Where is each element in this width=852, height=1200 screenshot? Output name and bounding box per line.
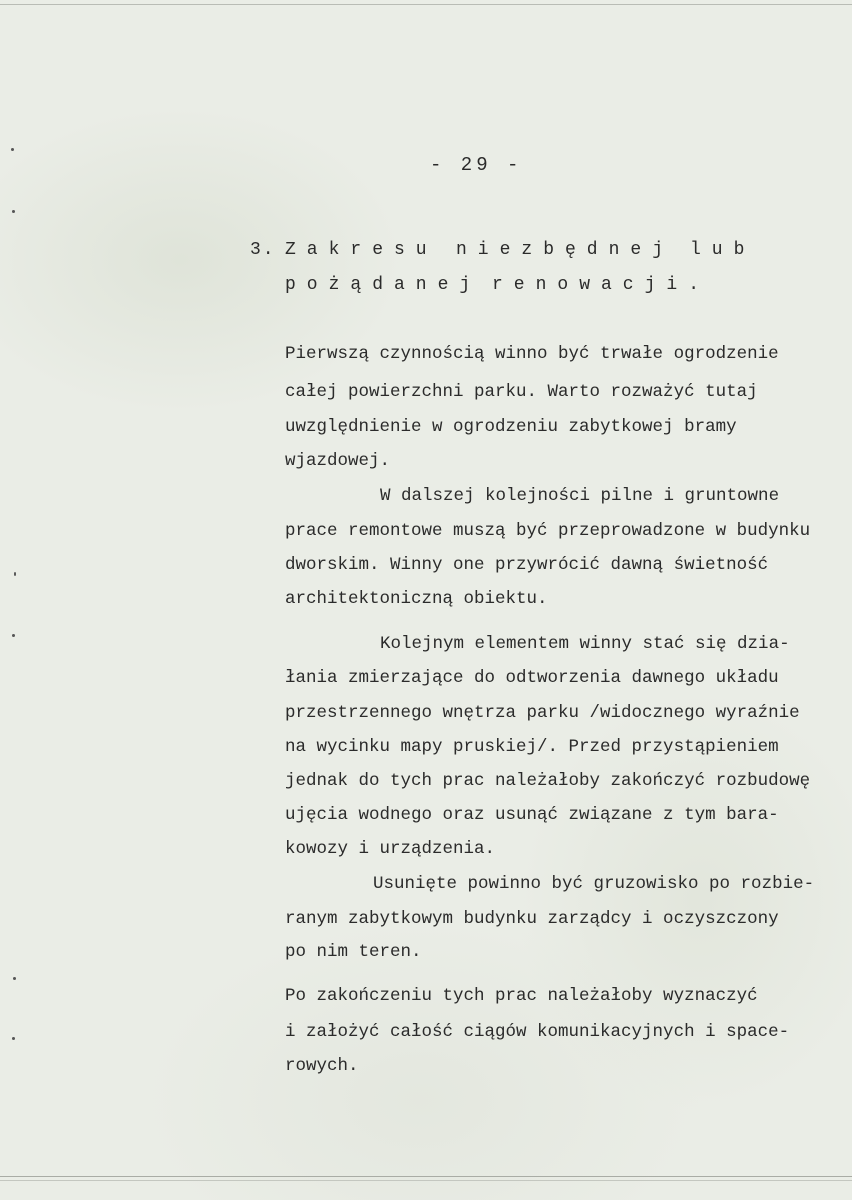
text-line: całej powierzchni parku. Warto rozważyć tutaj [285,382,758,402]
text-line: i założyć całość ciągów komunikacyjnych i space- [285,1022,790,1042]
heading-number: 3. [250,240,276,260]
margin-mark [11,148,14,151]
text-line: ranym zabytkowym budynku zarządcy i oczyszczony [285,909,779,929]
text-line: rowych. [285,1056,359,1076]
heading-word: niezbędnej [456,240,675,260]
text-line: kowozy i urządzenia. [285,839,496,859]
text-line: ujęcia wodnego oraz usunąć związane z tym bara- [285,805,779,825]
margin-mark [12,634,15,637]
text-line: wjazdowej. [285,451,391,471]
text-line: W dalszej kolejności pilne i gruntowne [380,486,780,506]
text-line: Kolejnym elementem winny stać się dzia- [380,634,790,654]
text-line: Pierwszą czynnością winno być trwałe ogrodzenie [285,344,779,364]
margin-mark [12,1037,15,1040]
text-line: na wycinku mapy pruskiej/. Przed przystąpieniem [285,737,779,757]
bottom-edge-line-secondary [0,1180,852,1181]
heading-word: renowacji. [492,275,711,295]
text-line: Usunięte powinno być gruzowisko po rozbie- [373,874,815,894]
text-line: architektoniczną obiektu. [285,589,548,609]
text-line: Po zakończeniu tych prac należałoby wyznaczyć [285,986,758,1006]
text-line: przestrzennego wnętrza parku /widocznego wyraźnie [285,703,800,723]
heading-word: Zakresu [285,240,438,260]
heading-word: pożądanej [285,275,482,295]
top-edge-line [0,4,852,5]
margin-mark [14,572,16,576]
text-line: uwzględnienie w ogrodzeniu zabytkowej bramy [285,417,737,437]
text-line: prace remontowe muszą być przeprowadzone w budynku [285,521,811,541]
text-line: jednak do tych prac należałoby zakończyć rozbudowę [285,771,811,791]
text-line: po nim teren. [285,942,422,962]
page-number: - 29 - [430,154,523,176]
text-line: łania zmierzające do odtworzenia dawnego układu [285,668,779,688]
text-line: dworskim. Winny one przywrócić dawną świetność [285,555,769,575]
margin-mark [12,210,15,213]
margin-mark [13,977,16,980]
heading-word: lub [690,240,756,260]
bottom-edge-line [0,1176,852,1177]
